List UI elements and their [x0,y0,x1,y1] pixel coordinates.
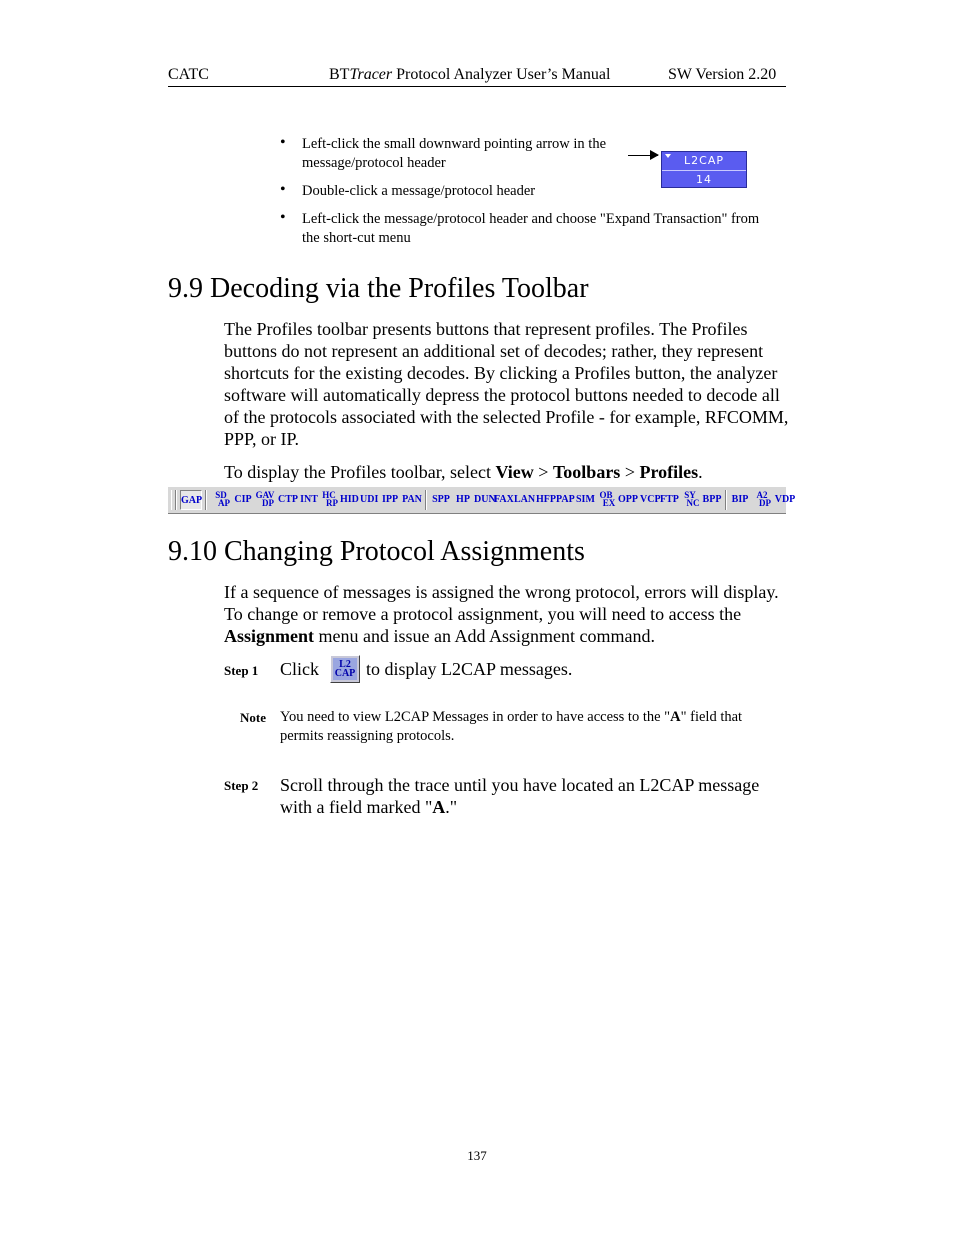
section-paragraph [224,581,790,647]
toolbar-separator [725,490,727,510]
step-click-text: Click [280,659,319,679]
step2-field-name: A [432,797,446,817]
profile-button-line: DP [759,498,771,508]
step-text: to display L2CAP messages. [366,659,573,679]
profile-button-line: DP [262,498,274,508]
bullet-item [280,134,622,173]
profile-button-line: SY [684,490,696,500]
profile-button[interactable]: SIM [576,494,595,505]
bullet-dot-icon: • [280,181,286,198]
profile-button-line: RP [326,498,338,508]
step-label: Step 2 [224,778,259,793]
menu-toolbars: Toolbars [552,462,621,482]
note-prefix: You need to view L2CAP Messages in order to have access to the " [280,709,671,725]
profile-button[interactable] [752,490,772,511]
profile-button[interactable]: HID [340,494,359,505]
profile-button[interactable]: VCP [640,494,661,505]
profile-button-line: SD [215,490,227,500]
profile-button[interactable]: HFP [536,494,556,505]
profile-button-line: OB [599,490,613,500]
header-title-prefix: BT [329,66,350,83]
profile-button-line: NC [686,498,700,508]
bullet-text: Left-click the small downward pointing arrow in the message/protocol header [302,136,607,171]
bullet-dot-icon: • [280,134,286,151]
profile-button[interactable]: CIP [234,494,252,505]
step-text [280,774,760,818]
bullet-text: Left-click the message/protocol header and choose "Expand Transaction" from the short-cut menu [302,211,760,246]
profile-button[interactable]: SPP [432,494,450,505]
menu-path-suffix: . [698,462,703,482]
profile-button-line: A2 [756,490,768,500]
l2cap-button-line2: CAP [334,668,356,679]
profile-button[interactable]: OPP [618,494,638,505]
note-suffix: " field that permits reassigning protocols. [280,709,743,744]
l2cap-button-face [333,658,357,680]
section-heading: 9.10 Changing Protocol Assignments [168,536,585,567]
l2cap-header-widget[interactable] [661,151,747,188]
profile-button[interactable] [210,490,232,511]
profile-button-line: GAV [255,490,275,500]
profile-button[interactable]: BIP [731,494,749,505]
profile-button[interactable]: FAX [494,494,514,505]
profile-button[interactable]: CTP [278,494,298,505]
header-title [329,66,610,84]
profile-button[interactable]: DUN [474,494,496,505]
bullet-text: Double-click a message/protocol header [302,183,536,199]
profile-button[interactable]: GAP [180,490,202,510]
profile-button[interactable]: PAN [402,494,422,505]
section-heading: 9.9 Decoding via the Profiles Toolbar [168,273,589,304]
paragraph-suffix: menu and issue an Add Assignment command. [314,626,655,646]
profile-button[interactable]: VDP [774,494,796,505]
menu-sep: > [620,462,640,482]
profile-button[interactable]: LAN [514,494,536,505]
profile-button[interactable]: PAP [556,494,575,505]
profile-button[interactable] [254,490,276,511]
profile-button-line: AP [218,498,230,508]
menu-profiles: Profiles [639,462,699,482]
l2cap-widget-value: 14 [696,173,712,186]
pointer-arrow-icon [650,150,659,160]
header-title-suffix: Protocol Analyzer User’s Manual [392,66,611,83]
profile-button[interactable] [596,490,616,511]
bullet-item [280,181,622,201]
menu-sep: > [533,462,553,482]
profile-button[interactable] [320,490,338,511]
profile-button-line: HC [322,490,336,500]
profile-button[interactable] [680,490,700,511]
step-label: Step 1 [224,663,259,678]
bullet-dot-icon: • [280,209,286,226]
toolbar-separator [425,490,427,510]
profile-button[interactable]: HP [456,494,470,505]
l2cap-widget-label: L2CAP [662,152,746,171]
assignment-menu-name: Assignment [224,626,315,646]
profile-button[interactable]: UDI [360,494,379,505]
profile-button[interactable]: BPP [702,494,722,505]
bullet-item [280,209,772,248]
header-left: CATC [168,66,209,83]
profile-button[interactable]: FTP [660,494,679,505]
header-title-italic: Tracer [349,66,393,83]
l2cap-button-line1: L2 [339,659,351,670]
section-paragraph: The Profiles toolbar presents buttons that represent profiles. The Profiles buttons do not represent an additional set of decodes; rather, they represent shortcuts for the existing decodes. By clicking a Profiles button, the analyzer software will automatically depress the protocol buttons needed to decode all of the protocols associated with the selected Profile - for example, RFCOMM, PPP, or IP. [224,319,789,449]
note-label: Note [240,710,266,725]
profile-button[interactable]: IPP [381,494,399,505]
toolbar-separator [205,490,207,510]
menu-path-prefix: To display the Profiles toolbar, select [224,462,496,482]
l2cap-toolbar-button[interactable] [330,655,360,683]
note-field-name: A [670,709,681,725]
page-number: 137 [467,1148,487,1163]
menu-path-paragraph [224,461,790,483]
header-rule [168,86,786,87]
header-version: SW Version 2.20 [668,66,777,83]
menu-view: View [495,462,534,482]
step2-prefix: Scroll through the trace until you have located an L2CAP message with a field marked " [280,775,760,817]
step2-suffix: ." [445,797,458,817]
profiles-toolbar [168,486,796,514]
profile-button[interactable]: INT [300,494,318,505]
profile-button-line: EX [602,498,616,508]
note-text [280,708,785,746]
paragraph-prefix: If a sequence of messages is assigned the wrong protocol, errors will display. To change or remove a protocol assignment, you will need to access the [224,582,779,624]
